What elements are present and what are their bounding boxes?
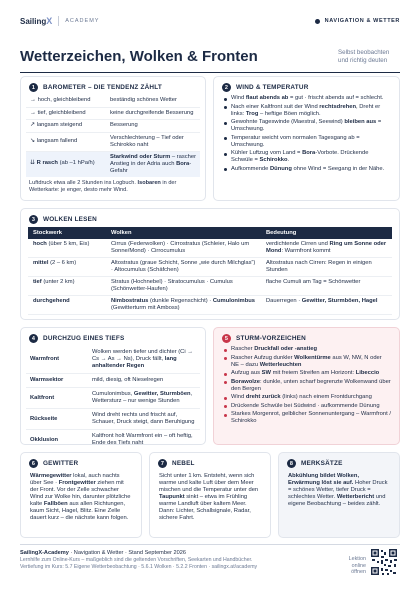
list-item: Kühler Luftzug vom Land = Bora-Vorbote. Drückende Schwüle = Schirokko. — [224, 150, 391, 164]
section-number-badge: 8 — [287, 459, 296, 468]
section-number-badge: 5 — [222, 334, 231, 343]
section-number-badge: 7 — [158, 459, 167, 468]
table-row: Kaltfront Cumulonimbus, Gewitter, Sturmböen, Wettersturz – nur wenige Stunden — [26, 388, 200, 409]
card-title: WIND & TEMPERATUR — [236, 84, 309, 91]
card-heading — [150, 453, 270, 471]
list-item: Aufkommende Dünung ohne Wind = Seegang in der Nähe. — [224, 166, 391, 173]
arrow-up-right-icon: ↗ — [30, 122, 36, 128]
table-row: ↗ langsam steigend Besserung — [26, 120, 200, 133]
list-item: Drückende Schwüle bei Südwind · aufkommende Dünung — [224, 403, 391, 410]
fronts-table — [26, 346, 200, 450]
list-item: Aufzug aus SW mit freiem Streifen am Horizont: Libeccio — [224, 370, 391, 377]
qr-code-icon[interactable] — [370, 548, 398, 576]
card-heading — [21, 77, 205, 95]
card-heading — [21, 453, 141, 471]
storm-list — [214, 346, 399, 425]
qr-label: Lektion online öffnen — [348, 556, 366, 575]
divider — [20, 72, 400, 73]
fog-card — [149, 452, 271, 538]
card-title: DURCHZUG EINES TIEFS — [43, 335, 125, 342]
card-title: STURM-VORZEICHEN — [236, 335, 306, 342]
barometer-table — [26, 95, 200, 177]
list-item: Nach einer Kaltfront suit der Wind rechtsdrehen, Dreht er links: Trog – heftige Böen möglich. — [224, 104, 391, 118]
fronts-card — [20, 327, 206, 445]
page-title: Wetterzeichen, Wolken & Fronten — [20, 48, 258, 65]
divider — [20, 544, 400, 545]
thunder-text: Wärmegewitter lokal, auch nachts über See · Frontgewitter ziehen mit der Front. Vor der Zelle schwacher Wind zur Wolke hin, darunter plötzliche kalte Fallböen aus allen Richtungen, kaum Sicht, Hagel, Blitz. Eine Zelle dauert kurz – die nächste kann folgen. — [30, 473, 131, 521]
table-row: Okklusion Kaltfront holt Warmfront ein – oft heftig, Ende des Tiefs naht — [30, 433, 193, 446]
card-title: GEWITTER — [43, 460, 79, 467]
list-item: Starkes Morgenrot, gelblicher Sonnenuntergang – Warmfront / Schirokko — [224, 411, 391, 425]
table-row: Warmsektor mild, diesig, oft Nieselregen — [26, 374, 200, 388]
list-item: Gewohnte Tageswinde (Maestral, Seewind) bleiben aus = Umschwung. — [224, 119, 391, 133]
footer-disclaimer: Lernhilfe zum Online-Kurs – maßgeblich sind die geltenden Vorschriften, Seekarten und Handbücher. — [20, 557, 253, 563]
card-heading — [214, 328, 399, 346]
table-row: Warmfront Wolken werden tiefer und dichter (Ci → Cs → As → Ns), Druck fällt, lang anhaltender Regen — [26, 346, 200, 374]
table-row: tief (unter 2 km) Stratus (Hochnebel) · Stratocumulus · Cumulus (Schönwetter-Haufen) flache Cumuli am Tag = Schönwetter — [28, 277, 392, 296]
table-row: ⇊ R rasch (ab –1 hPa/h) Starkwind oder Sturm – rascher Anstieg in der Adria auch Bora-Gefahr — [26, 151, 200, 177]
thunder-card — [20, 452, 142, 538]
table-row: durchgehend Nimbostratus (dunkle Regenschicht) · Cumulonimbus (Gewitterturm mit Amboss) Dauerregen · Gewitter, Sturmböen, Hagel — [28, 296, 392, 315]
wind-card — [213, 76, 400, 201]
brand-divider — [58, 16, 59, 26]
section-number-badge: 2 — [222, 83, 231, 92]
summary-card — [278, 452, 400, 538]
section-number-badge: 4 — [29, 334, 38, 343]
section-label: NAVIGATION & WETTER — [315, 18, 400, 24]
footer-line: SailingX-Academy · Navigation & Wetter · Stand September 2026 — [20, 550, 186, 556]
card-heading — [21, 328, 205, 346]
wind-list — [214, 95, 399, 173]
card-heading — [21, 209, 399, 227]
clouds-card — [20, 208, 400, 320]
section-number-badge: 3 — [29, 215, 38, 224]
storm-card — [213, 327, 400, 445]
section-number-badge: 1 — [29, 83, 38, 92]
barometer-card — [20, 76, 206, 201]
barometer-note: Luftdruck etwa alle 2 Stunden ins Logbuch. Isobaren in der Wetterkarte: je enger, desto mehr Wind. — [29, 179, 177, 193]
brand-logo[interactable] — [20, 16, 99, 26]
table-row: Rückseite Wind dreht rechts und frischt auf, Schauer, Druck steigt, dann Beruhigung — [26, 409, 200, 430]
arrow-right-icon: → — [30, 97, 36, 103]
list-item: Rascher Aufzug dunkler Wolkentürme aus W, NW, N oder NE – dazu Wetterleuchten — [224, 355, 391, 369]
list-item: Borawolze: dunkle, unten scharf begrenzte Wolkenwand über den Bergen — [224, 379, 391, 393]
card-title: WOLKEN LESEN — [43, 216, 97, 223]
card-heading — [214, 77, 399, 95]
table-row: ↘ langsam fallend Verschlechterung – Tief oder Schirokko naht — [26, 132, 200, 151]
section-number-badge: 6 — [29, 459, 38, 468]
clouds-table — [28, 227, 392, 315]
card-title: MERKSÄTZE — [301, 460, 343, 467]
list-item: Rascher Druckfall oder -anstieg — [224, 346, 391, 353]
fog-text: Sicht unter 1 km. Entsteht, wenn sich warme und kalte Luft über dem Meer mischen und die Temperatur unter den Taupunkt sinkt – etwa im Frühling warme Landluft über kaltem Meer. Dann: Lichter, Schallsignale, Radar, sichere Fahrt. — [159, 473, 259, 521]
table-row: hoch (über 5 km, Eis) Cirrus (Federwolken) · Cirrostratus (Schleier, Halo um Sonne/Mond) · Cirrocumulus verdichtende Cirren und Ring um Sonne oder Mond: Warmfront kommt — [28, 239, 392, 258]
double-arrow-down-icon: ⇊ — [30, 160, 36, 167]
list-item: Wind dreht zurück (links) nach einem Frontdurchgang — [224, 394, 391, 401]
page-footer — [20, 550, 340, 570]
table-row: mittel (2 – 6 km) Altostratus (graue Schicht, Sonne „wie durch Milchglas“) · Altocumulus (Schäfchen) Altostratus nach Cirren: Regen in einigen Stunden — [28, 258, 392, 277]
card-title: BAROMETER – DIE TENDENZ ZÄHLT — [43, 84, 162, 91]
table-row: → tief, gleichbleibend keine durchgreifende Besserung — [26, 107, 200, 120]
bullet-icon — [315, 19, 320, 24]
arrow-down-right-icon: ↘ — [30, 137, 36, 144]
arrow-right-icon: → — [30, 109, 36, 116]
card-title: NEBEL — [172, 460, 195, 467]
table-row: → hoch, gleichbleibend beständig schönes Wetter — [26, 95, 200, 107]
table-header-row: Stockwerk Wolken Bedeutung — [28, 227, 392, 239]
footer-link[interactable]: Vertiefung im Kurs: 5.7 Eigene Wetterbeobachtung · 5.6.1 Wolken · 5.2.2 Fronten · sailingx.at/academy — [20, 563, 258, 570]
list-item: Wind flaut abends ab = gut · frischt abends auf = schlecht. — [224, 95, 391, 102]
brand-subtitle: ACADEMY — [65, 18, 100, 24]
list-item: Temperatur weicht vom normalen Tagesgang ab = Umschwung. — [224, 135, 391, 149]
card-heading — [279, 453, 399, 471]
page-header — [20, 10, 400, 32]
page-tagline: Selbst beobachten und richtig deuten — [338, 49, 390, 64]
summary-text: Abkühlung bildet Wolken, Erwärmung löst sie auf. Hoher Druck = schönes Wetter, tiefer Druck = schlechtes Wetter. Wetterbericht und eigene Beobachtung – beides zählt. — [288, 473, 388, 507]
brand-name: SailingX — [20, 16, 53, 26]
